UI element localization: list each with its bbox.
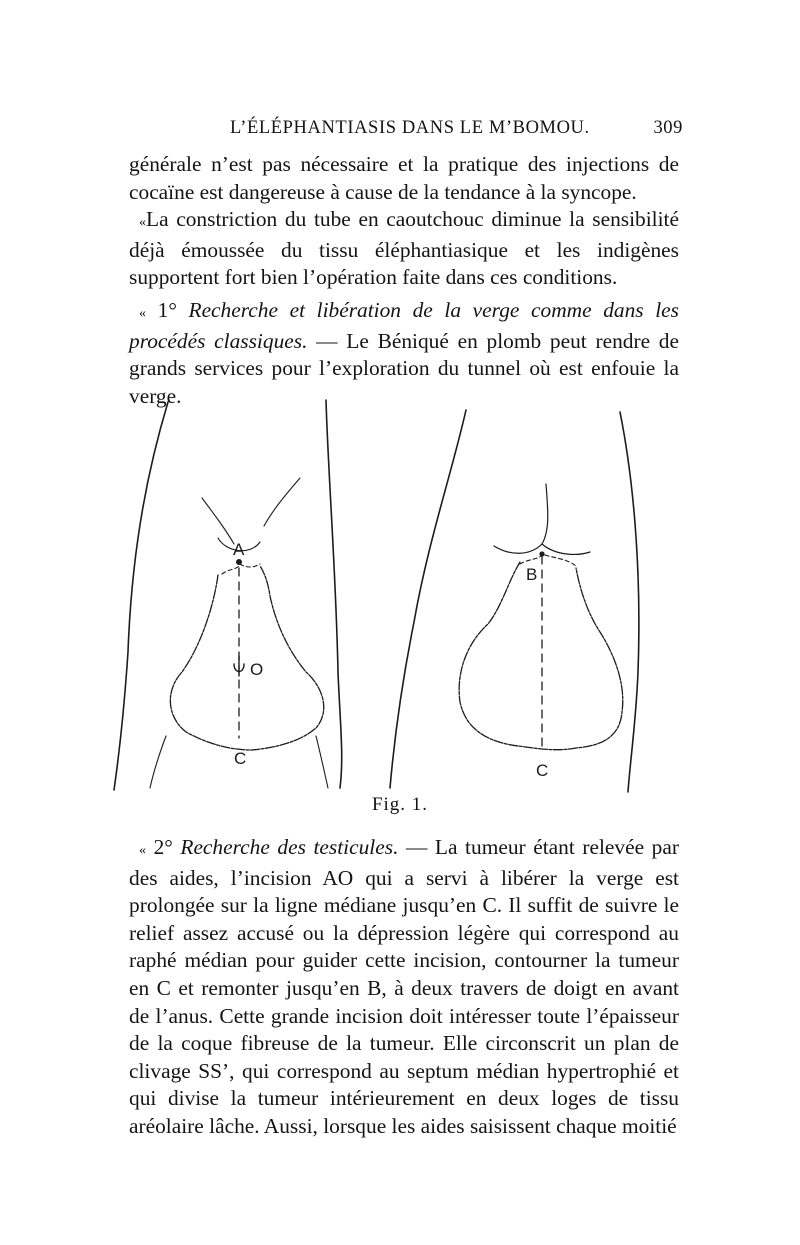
- paragraph-text: — La tumeur étant relevée par des aides, l’incision AO qui a servi à libérer la verge est prolongée sur la ligne médiane jusqu’en C. Il suffit de suivre le relief assez accusé ou la dépression légère qui correspond au raphé médian pour guider cette incision, contourner la tumeur en C et remonter jusqu’en B, à deux travers de doigt en avant de l’anus. Cette grande incision doit intéresser toute l’épaisseur de la coque fibreuse de la tumeur. Elle circonscrit un plan de clivage SS’, qui correspond au septum médian hypertrophié et qui divise la tumeur intérieurement en deux loges de tissu aréolaire lâche. Aussi, lorsque les aides saisissent chaque moitié: [129, 835, 679, 1138]
- right-buttock-cleft: [542, 484, 548, 544]
- paragraph-constriction: [129, 206, 679, 292]
- quote-mark: «: [139, 215, 146, 231]
- left-tumour-cap: [222, 564, 260, 574]
- left-groin-fold-right: [264, 478, 300, 526]
- text-block-top: [129, 151, 679, 292]
- left-leg-inner-right: [316, 736, 328, 788]
- figure-1: [110, 392, 670, 802]
- left-thigh-outline-right: [326, 400, 342, 788]
- left-groin-fold-left: [202, 498, 234, 544]
- step-number: 1°: [157, 298, 177, 322]
- label-b: B: [526, 565, 538, 584]
- quote-mark: «: [139, 843, 146, 858]
- label-c-right: C: [536, 761, 549, 780]
- paragraph-text: générale n’est pas nécessaire et la pratique des injections de cocaïne est dangereuse à cause de la tendance à la syncope.: [129, 152, 679, 204]
- left-drawing: [114, 400, 342, 790]
- point-b-marker: [539, 551, 544, 556]
- paragraph-text: La constriction du tube en caoutchouc diminue la sensibilité déjà émoussée du tissu éléphantiasique et les indigènes supportent fort bien l’opération faite dans ces conditions.: [129, 207, 679, 290]
- step-heading: Recherche et libération de la verge comme dans les procédés classiques.: [129, 298, 679, 353]
- step-number: 2°: [153, 835, 173, 859]
- label-c-left: C: [234, 749, 247, 768]
- left-tumour-outline: [170, 566, 323, 750]
- paragraph-text: — Le Béniqué en plomb peut rendre de grands services pour l’exploration du tunnel où est enfouie la verge.: [129, 328, 679, 408]
- label-a: A: [233, 540, 245, 559]
- paragraph-continuation: [129, 151, 679, 206]
- quote-mark: «: [139, 306, 146, 321]
- right-thigh-outline-right: [620, 412, 639, 792]
- right-drawing: [390, 410, 639, 792]
- right-thigh-outline-left: [390, 410, 466, 788]
- anatomical-diagram: [110, 392, 670, 802]
- left-leg-inner-left: [150, 736, 166, 788]
- label-o: O: [250, 660, 264, 679]
- running-head: [118, 114, 683, 144]
- right-tumour-outline: [459, 562, 623, 750]
- page-number: 309: [653, 118, 683, 138]
- figure-caption: Fig. 1.: [371, 794, 429, 815]
- text-block-step-2: [129, 834, 679, 1141]
- paragraph-step-2: [129, 834, 679, 1141]
- running-title: L’ÉLÉPHANTIASIS DANS LE M’BOMOU.: [230, 118, 590, 138]
- left-incision-mark: [234, 656, 244, 676]
- step-heading: Recherche des testicules.: [180, 835, 399, 859]
- left-thigh-outline-left: [114, 402, 168, 790]
- point-a-marker: [236, 559, 242, 565]
